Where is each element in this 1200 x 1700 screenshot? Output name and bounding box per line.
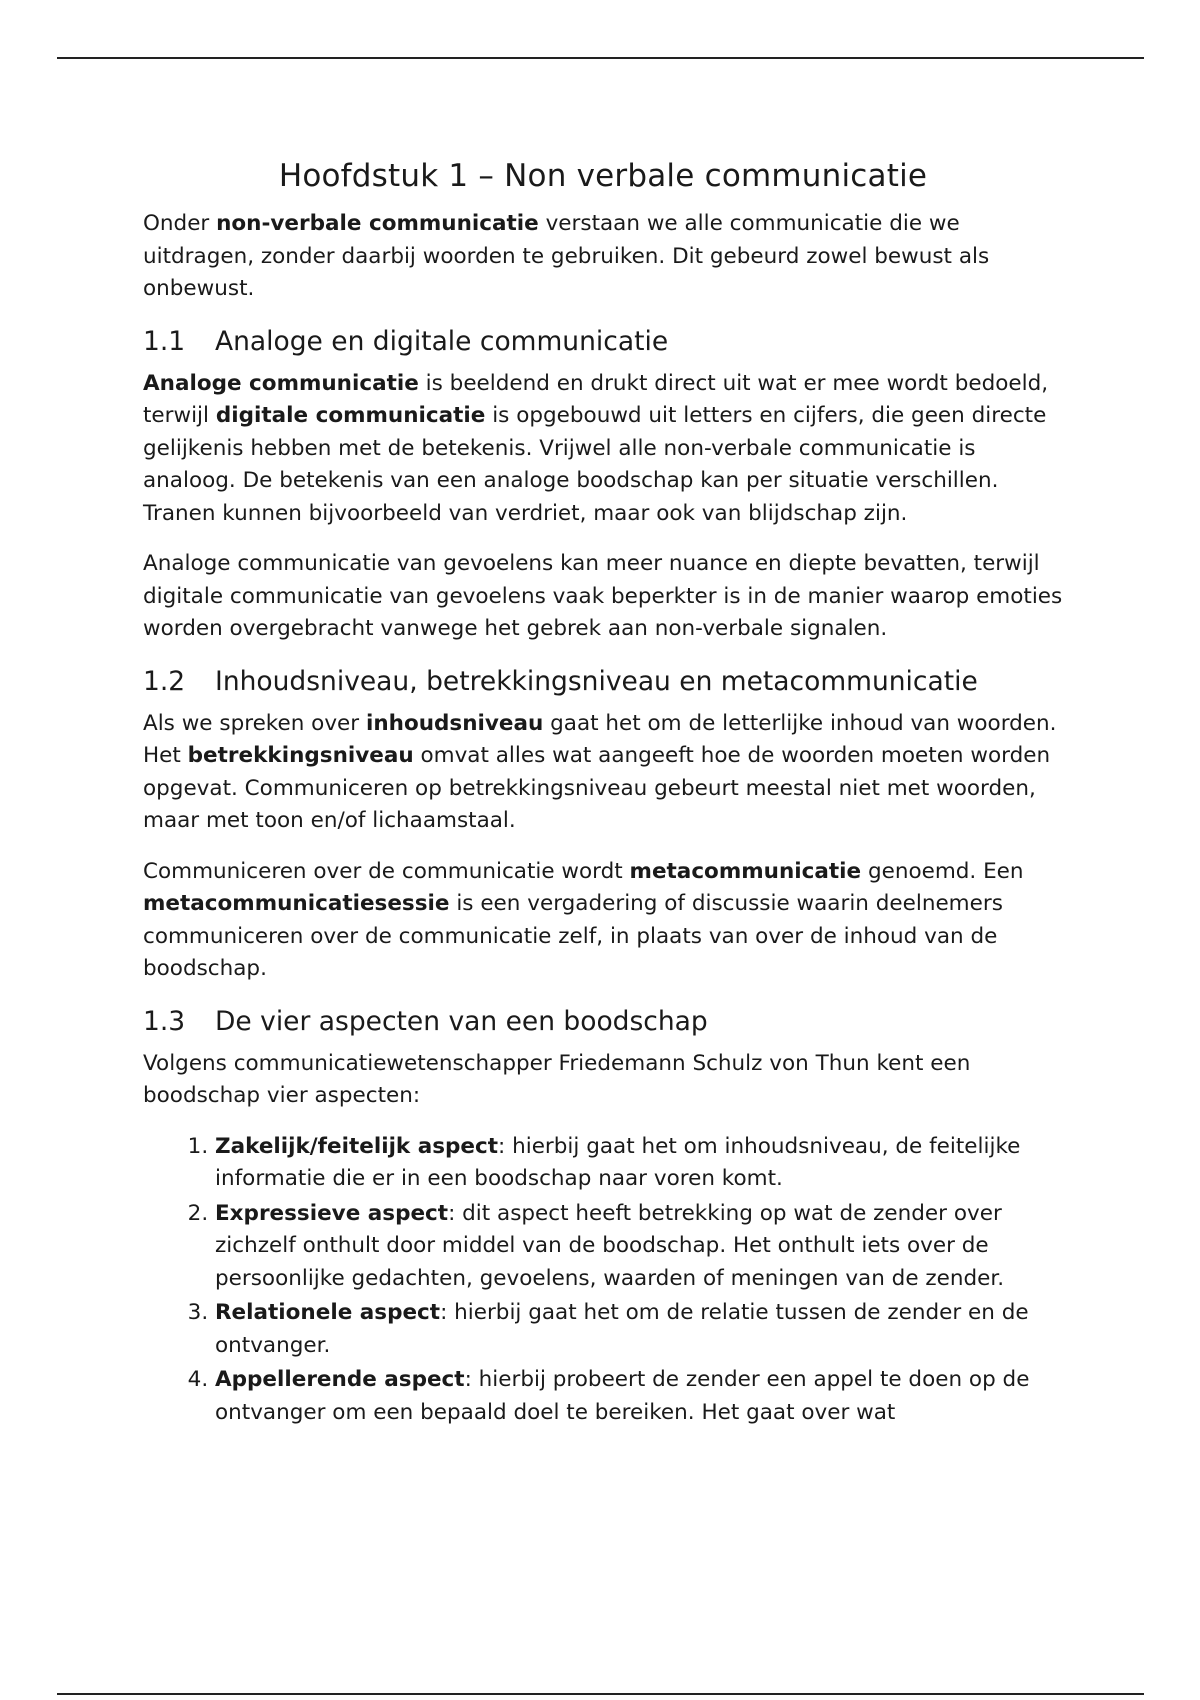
header-rule	[57, 57, 1144, 59]
paragraph-text: is opgebouwd uit letters en cijfers, die geen directe gelijkenis hebben met de betekenis. Vrijwel alle non-verbale communicatie is analoog. De betekenis van een analoge boodschap kan per situatie verschillen. Tranen kunnen bijvoorbeeld van verdriet, maar ook van blijdschap zijn.	[143, 403, 1047, 526]
term-metacommunicatiesessie: metacommunicatiesessie	[143, 891, 450, 916]
term-analoge-communicatie: Analoge communicatie	[143, 370, 419, 396]
term-metacommunicatie: metacommunicatie	[629, 858, 862, 884]
document-body	[143, 156, 1063, 1431]
list-item-text: : dit aspect heeft betrekking op wat de zender over zichzelf onthult door middel van de boodschap. Het onthult iets over de persoonlijke gedachten, gevoelens, waarden of meningen van de zender.	[215, 1200, 1005, 1291]
footer-rule	[57, 1693, 1144, 1695]
paragraph-text: Als we spreken over	[143, 710, 366, 736]
paragraph-gevoelens: Analoge communicatie van gevoelens kan meer nuance en diepte bevatten, terwijl digitale communicatie van gevoelens vaak beperkter is in de manier waarop emoties worden overgebracht vanwege het gebrek aan non-verbale signalen.	[143, 551, 1063, 641]
list-item-term: Appellerende aspect	[215, 1367, 465, 1392]
paragraph-text: is beeldend en drukt direct uit wat er mee wordt bedoeld, terwijl	[143, 370, 1049, 428]
paragraph-text: gaat het om de letterlijke inhoud van woorden. Het	[143, 710, 1057, 768]
paragraph-text: omvat alles wat aangeeft hoe de woorden moeten worden opgevat. Communiceren op betrekkingsniveau gebeurt meestal niet met woorden, maar met toon en/of lichaamstaal.	[143, 743, 1051, 833]
paragraph-vier-aspecten: Volgens communicatiewetenschapper Friedemann Schulz von Thun kent een boodschap vier aspecten:	[143, 1050, 971, 1108]
paragraph-analoge-digitale	[143, 368, 1063, 531]
paragraph-text: is een vergadering of discussie waarin deelnemers communiceren over de communicatie zelf, in plaats van over de inhoud van de boodschap.	[143, 891, 1003, 981]
list-item-term: Relationele aspect	[215, 1300, 441, 1325]
section-heading-1-3	[143, 1004, 1063, 1040]
list-item-term: Zakelijk/feitelijk aspect	[215, 1133, 499, 1159]
section-number: 1.2	[143, 665, 186, 697]
list-item-text: : hierbij gaat het om de relatie tussen de zender en de ontvanger.	[215, 1300, 1029, 1358]
paragraph-metacommunicatie	[143, 856, 1063, 986]
list-item	[215, 1198, 1063, 1296]
chapter-title: Hoofdstuk 1 – Non verbale communicatie	[278, 158, 928, 194]
list-item	[215, 1131, 1063, 1196]
paragraph-text: genoemd. Een	[861, 858, 1024, 884]
term-digitale-communicatie: digitale communicatie	[215, 403, 486, 428]
section-title: De vier aspecten van een boodschap	[215, 1005, 708, 1037]
section-number: 1.1	[143, 325, 186, 357]
section-heading-1-2	[143, 664, 1063, 700]
intro-paragraph	[143, 208, 1063, 306]
list-item-term: Expressieve aspect	[215, 1200, 449, 1226]
term-inhoudsniveau: inhoudsniveau	[365, 710, 544, 736]
list-item	[215, 1364, 1063, 1429]
section-title: Inhoudsniveau, betrekkingsniveau en metacommunicatie	[215, 665, 978, 697]
aspects-list	[143, 1131, 1063, 1430]
section-title: Analoge en digitale communicatie	[215, 325, 669, 357]
term-betrekkingsniveau: betrekkingsniveau	[187, 743, 414, 768]
paragraph-text: Communiceren over de communicatie wordt	[143, 858, 630, 884]
intro-text: Onder	[143, 211, 217, 236]
paragraph-inhoudsniveau	[143, 708, 1063, 838]
list-item-text: : hierbij gaat het om inhoudsniveau, de feitelijke informatie die er in een boodschap naar voren komt.	[215, 1133, 1021, 1191]
term-non-verbale-communicatie: non-verbale communicatie	[216, 211, 539, 236]
section-heading-1-1	[143, 324, 1063, 360]
intro-text-rest: verstaan we alle communicatie die we uitdragen, zonder daarbij woorden te gebruiken. Dit gebeurd zowel bewust als onbewust.	[143, 211, 990, 301]
list-item-text: : hierbij probeert de zender een appel te doen op de ontvanger om een bepaald doel te bereiken. Het gaat over wat	[215, 1367, 1030, 1425]
list-item	[215, 1297, 1063, 1362]
section-number: 1.3	[143, 1005, 186, 1037]
